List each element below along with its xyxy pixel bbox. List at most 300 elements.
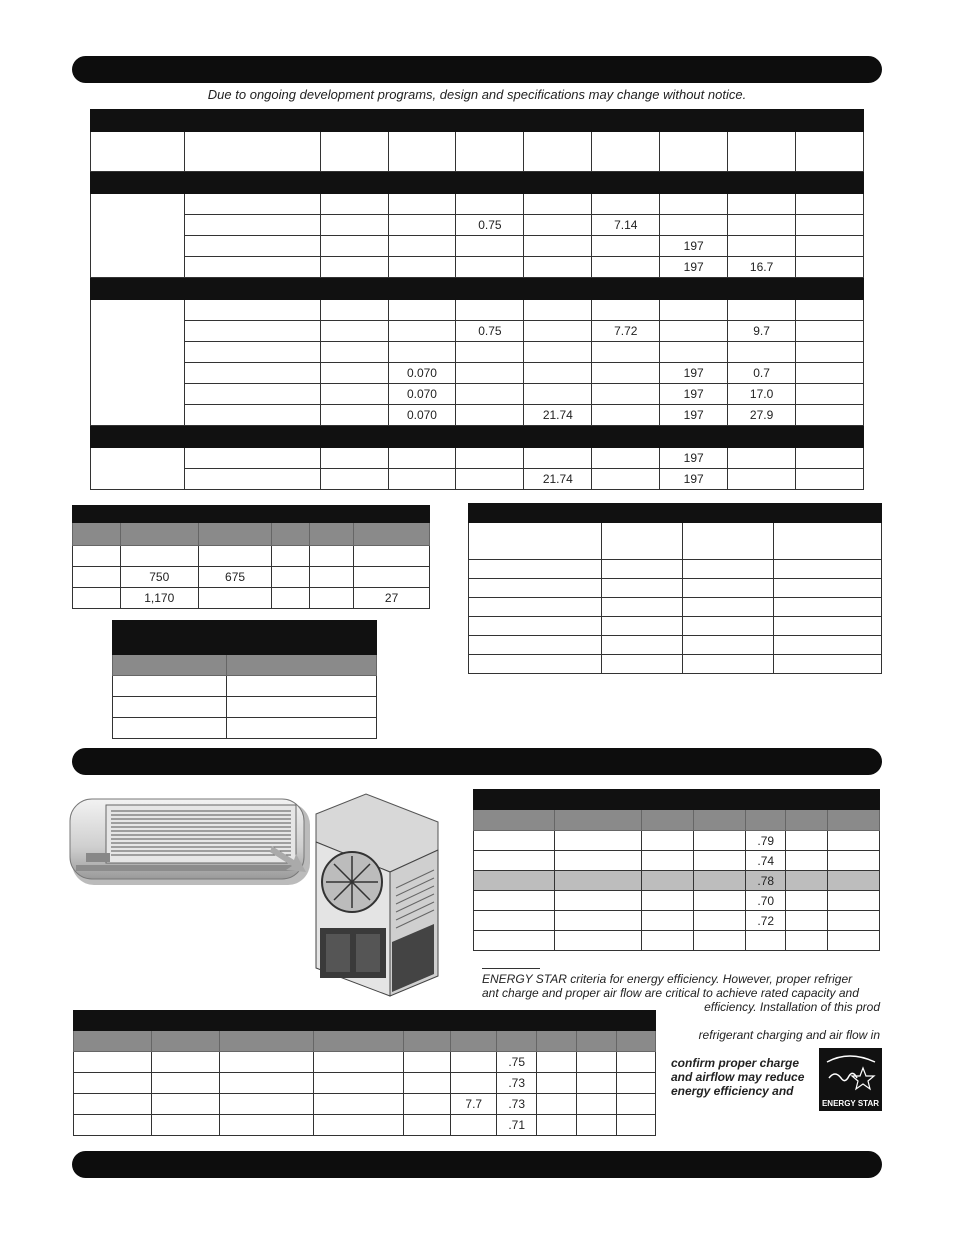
table-cell bbox=[74, 1115, 152, 1136]
table-row bbox=[469, 598, 882, 617]
table-cell bbox=[320, 405, 388, 426]
table-cell bbox=[617, 1094, 656, 1115]
table-cell bbox=[577, 1052, 617, 1073]
table-row bbox=[113, 676, 377, 697]
table-cell: 1,170 bbox=[120, 588, 198, 609]
table-cell bbox=[74, 1031, 152, 1052]
table-cell bbox=[497, 1031, 537, 1052]
table-cell bbox=[786, 931, 828, 951]
table-cell bbox=[537, 1052, 577, 1073]
table-cell bbox=[198, 523, 272, 546]
table-cell bbox=[796, 321, 864, 342]
table-cell bbox=[786, 851, 828, 871]
table-row bbox=[469, 655, 882, 674]
table-cell bbox=[184, 236, 320, 257]
table-cell bbox=[683, 636, 774, 655]
table-cell bbox=[524, 257, 592, 278]
table-cell bbox=[184, 215, 320, 236]
table-cell bbox=[728, 469, 796, 490]
table-row bbox=[91, 236, 864, 257]
table-cell bbox=[313, 1073, 404, 1094]
table-cell bbox=[354, 546, 430, 567]
table-cell bbox=[796, 257, 864, 278]
table-cell bbox=[796, 300, 864, 321]
table-row bbox=[91, 342, 864, 363]
table-cell bbox=[660, 300, 728, 321]
table-row bbox=[91, 194, 864, 215]
section-bar bbox=[91, 278, 864, 300]
table-cell bbox=[796, 194, 864, 215]
table-cell bbox=[320, 469, 388, 490]
table-cell: 17.0 bbox=[728, 384, 796, 405]
table-cell bbox=[456, 194, 524, 215]
table-cell bbox=[683, 617, 774, 636]
table-cell bbox=[474, 810, 555, 831]
table-cell bbox=[728, 194, 796, 215]
table-cell bbox=[388, 469, 456, 490]
table-cell bbox=[474, 931, 555, 951]
table-cell bbox=[310, 546, 354, 567]
table-header-bar bbox=[74, 1011, 656, 1031]
table-cell bbox=[786, 810, 828, 831]
performance-table-bottom bbox=[73, 1010, 656, 1136]
arrow-icon bbox=[270, 840, 310, 875]
table-cell: 197 bbox=[660, 363, 728, 384]
table-cell bbox=[320, 236, 388, 257]
table-row bbox=[73, 546, 430, 567]
energy-star-bold-line-1: confirm proper charge bbox=[671, 1056, 800, 1070]
table-cell bbox=[388, 257, 456, 278]
specifications-notice: Due to ongoing development programs, design and specifications may change without notice. bbox=[207, 87, 747, 102]
table-cell bbox=[554, 931, 641, 951]
two-column-table bbox=[112, 620, 377, 739]
table-cell bbox=[272, 523, 310, 546]
column-header-row bbox=[73, 523, 430, 546]
table-cell: 0.7 bbox=[728, 363, 796, 384]
table-cell bbox=[592, 194, 660, 215]
table-row bbox=[474, 851, 880, 871]
table-cell bbox=[313, 1052, 404, 1073]
table-cell bbox=[469, 598, 602, 617]
table-header-bar bbox=[469, 504, 882, 523]
table-row bbox=[74, 1115, 656, 1136]
table-cell: 0.070 bbox=[388, 384, 456, 405]
table-cell bbox=[537, 1031, 577, 1052]
table-cell bbox=[728, 300, 796, 321]
table-cell bbox=[524, 384, 592, 405]
table-cell: .74 bbox=[746, 851, 786, 871]
performance-table-right bbox=[473, 789, 880, 951]
table-cell bbox=[226, 697, 376, 718]
table-cell bbox=[796, 215, 864, 236]
table-cell bbox=[694, 871, 746, 891]
table-row bbox=[474, 931, 880, 951]
table-cell bbox=[641, 891, 694, 911]
table-cell: 7.72 bbox=[592, 321, 660, 342]
table-cell bbox=[774, 598, 882, 617]
table-cell bbox=[151, 1094, 219, 1115]
table-cell bbox=[796, 363, 864, 384]
table-cell bbox=[728, 342, 796, 363]
table-cell bbox=[601, 617, 683, 636]
table-cell bbox=[660, 215, 728, 236]
table-cell bbox=[451, 1052, 497, 1073]
table-cell bbox=[469, 617, 602, 636]
table-cell bbox=[219, 1073, 313, 1094]
dimensions-table bbox=[468, 503, 882, 674]
table-cell bbox=[469, 636, 602, 655]
section-banner-bottom bbox=[72, 1151, 882, 1178]
table-cell bbox=[641, 831, 694, 851]
airflow-table bbox=[72, 505, 430, 609]
table-cell bbox=[728, 236, 796, 257]
table-cell bbox=[592, 257, 660, 278]
table-cell bbox=[320, 132, 388, 172]
table-cell bbox=[728, 215, 796, 236]
table-cell bbox=[474, 891, 555, 911]
table-cell bbox=[184, 469, 320, 490]
column-header-row bbox=[474, 810, 880, 831]
table-row bbox=[91, 321, 864, 342]
table-cell bbox=[91, 426, 864, 448]
table-cell bbox=[537, 1073, 577, 1094]
table-cell: .70 bbox=[746, 891, 786, 911]
table-cell bbox=[474, 911, 555, 931]
table-cell bbox=[91, 132, 185, 172]
table-cell bbox=[828, 871, 880, 891]
table-cell bbox=[272, 567, 310, 588]
table-cell bbox=[73, 546, 121, 567]
table-row bbox=[74, 1052, 656, 1073]
table-cell bbox=[184, 257, 320, 278]
table-cell: 0.070 bbox=[388, 363, 456, 384]
table-header-bar bbox=[113, 621, 377, 655]
table-cell bbox=[694, 911, 746, 931]
table-cell bbox=[601, 560, 683, 579]
table-row bbox=[469, 617, 882, 636]
table-cell bbox=[74, 1094, 152, 1115]
table-cell bbox=[774, 617, 882, 636]
table-cell bbox=[272, 588, 310, 609]
table-cell bbox=[577, 1094, 617, 1115]
table-cell bbox=[641, 911, 694, 931]
table-row bbox=[469, 579, 882, 598]
table-cell bbox=[74, 1011, 656, 1031]
table-cell bbox=[592, 448, 660, 469]
table-cell bbox=[660, 132, 728, 172]
table-cell bbox=[641, 931, 694, 951]
table-cell bbox=[184, 363, 320, 384]
table-cell bbox=[577, 1115, 617, 1136]
table-row bbox=[469, 636, 882, 655]
table-cell bbox=[113, 676, 227, 697]
table-cell bbox=[474, 871, 555, 891]
table-cell bbox=[388, 300, 456, 321]
table-cell bbox=[320, 363, 388, 384]
table-cell bbox=[219, 1052, 313, 1073]
table-cell bbox=[828, 831, 880, 851]
table-row bbox=[91, 257, 864, 278]
table-cell bbox=[796, 132, 864, 172]
table-cell bbox=[73, 506, 430, 523]
group-label-cell bbox=[91, 300, 185, 426]
table-cell bbox=[113, 718, 227, 739]
table-cell bbox=[451, 1031, 497, 1052]
table-cell: .75 bbox=[497, 1052, 537, 1073]
table-row bbox=[91, 215, 864, 236]
table-cell bbox=[592, 132, 660, 172]
table-cell bbox=[219, 1115, 313, 1136]
table-cell: 0.75 bbox=[456, 215, 524, 236]
table-cell bbox=[456, 469, 524, 490]
table-row bbox=[474, 831, 880, 851]
energy-star-rule bbox=[482, 968, 540, 969]
group-label-cell bbox=[91, 194, 185, 278]
table-cell bbox=[828, 810, 880, 831]
table-cell bbox=[456, 342, 524, 363]
table-cell bbox=[617, 1031, 656, 1052]
table-cell bbox=[113, 655, 227, 676]
table-row bbox=[474, 871, 880, 891]
table-row bbox=[469, 560, 882, 579]
table-cell bbox=[592, 300, 660, 321]
table-cell bbox=[320, 300, 388, 321]
table-cell bbox=[524, 215, 592, 236]
table-cell bbox=[592, 363, 660, 384]
table-cell bbox=[151, 1115, 219, 1136]
table-cell: 675 bbox=[198, 567, 272, 588]
table-cell bbox=[184, 405, 320, 426]
table-cell bbox=[728, 132, 796, 172]
table-row bbox=[74, 1073, 656, 1094]
table-cell: 21.74 bbox=[524, 469, 592, 490]
table-cell bbox=[774, 636, 882, 655]
table-cell bbox=[524, 300, 592, 321]
table-cell bbox=[313, 1115, 404, 1136]
table-cell bbox=[313, 1094, 404, 1115]
table-cell bbox=[456, 384, 524, 405]
table-cell bbox=[828, 851, 880, 871]
table-cell bbox=[456, 257, 524, 278]
table-cell bbox=[404, 1073, 451, 1094]
table-cell bbox=[828, 931, 880, 951]
table-cell bbox=[774, 560, 882, 579]
column-header-row bbox=[113, 655, 377, 676]
table-cell bbox=[320, 257, 388, 278]
table-cell bbox=[601, 523, 683, 560]
table-row bbox=[74, 1094, 656, 1115]
energy-star-bold-line-3: energy efficiency and bbox=[671, 1084, 794, 1098]
table-row bbox=[91, 469, 864, 490]
table-cell bbox=[320, 321, 388, 342]
table-cell: 27 bbox=[354, 588, 430, 609]
table-row bbox=[91, 405, 864, 426]
table-cell bbox=[388, 321, 456, 342]
table-cell bbox=[683, 598, 774, 617]
table-cell bbox=[746, 931, 786, 951]
table-cell bbox=[660, 321, 728, 342]
table-cell bbox=[74, 1052, 152, 1073]
outdoor-unit-illustration bbox=[306, 792, 444, 1006]
table-cell bbox=[456, 132, 524, 172]
table-cell bbox=[388, 448, 456, 469]
table-cell bbox=[617, 1073, 656, 1094]
table-cell: 197 bbox=[660, 469, 728, 490]
table-cell: 16.7 bbox=[728, 257, 796, 278]
energy-star-icon bbox=[819, 1048, 882, 1098]
table-cell bbox=[184, 132, 320, 172]
energy-star-bold-line-2: and airflow may reduce bbox=[671, 1070, 805, 1084]
table-cell bbox=[469, 579, 602, 598]
table-cell bbox=[73, 523, 121, 546]
table-cell bbox=[184, 321, 320, 342]
table-cell bbox=[554, 891, 641, 911]
table-cell bbox=[694, 931, 746, 951]
table-cell: 197 bbox=[660, 448, 728, 469]
table-cell bbox=[694, 851, 746, 871]
table-cell: 27.9 bbox=[728, 405, 796, 426]
table-cell bbox=[592, 384, 660, 405]
table-cell bbox=[320, 384, 388, 405]
table-cell bbox=[456, 448, 524, 469]
table-cell: 7.14 bbox=[592, 215, 660, 236]
table-cell bbox=[774, 523, 882, 560]
table-cell: .72 bbox=[746, 911, 786, 931]
table-cell bbox=[113, 697, 227, 718]
table-cell bbox=[728, 448, 796, 469]
table-cell bbox=[796, 448, 864, 469]
table-cell bbox=[592, 236, 660, 257]
table-cell bbox=[641, 810, 694, 831]
table-cell bbox=[456, 236, 524, 257]
table-row bbox=[91, 448, 864, 469]
table-cell bbox=[786, 891, 828, 911]
table-cell bbox=[683, 655, 774, 674]
table-cell bbox=[388, 236, 456, 257]
table-cell bbox=[660, 194, 728, 215]
table-cell bbox=[469, 504, 882, 523]
table-row bbox=[91, 384, 864, 405]
table-cell bbox=[310, 567, 354, 588]
energy-star-logo bbox=[819, 1048, 882, 1111]
column-header-row bbox=[91, 132, 864, 172]
section-bar bbox=[91, 426, 864, 448]
table-cell bbox=[91, 278, 864, 300]
section-bar bbox=[91, 172, 864, 194]
table-cell bbox=[73, 588, 121, 609]
table-cell bbox=[184, 300, 320, 321]
table-cell bbox=[74, 1073, 152, 1094]
table-cell bbox=[184, 384, 320, 405]
table-cell bbox=[694, 831, 746, 851]
table-cell bbox=[219, 1031, 313, 1052]
table-cell bbox=[796, 236, 864, 257]
table-cell bbox=[184, 194, 320, 215]
table-cell bbox=[320, 194, 388, 215]
table-cell bbox=[524, 321, 592, 342]
table-cell bbox=[151, 1031, 219, 1052]
table-cell bbox=[554, 851, 641, 871]
table-cell bbox=[272, 546, 310, 567]
table-cell bbox=[388, 132, 456, 172]
table-cell bbox=[774, 579, 882, 598]
table-cell bbox=[120, 546, 198, 567]
table-cell bbox=[524, 132, 592, 172]
table-cell bbox=[474, 851, 555, 871]
table-cell bbox=[554, 871, 641, 891]
table-cell: .79 bbox=[746, 831, 786, 851]
table-cell bbox=[601, 636, 683, 655]
table-cell bbox=[524, 448, 592, 469]
energy-star-line-4: refrigerant charging and air flow in bbox=[698, 1028, 880, 1042]
table-cell bbox=[592, 405, 660, 426]
energy-star-line-1: ENERGY STAR criteria for energy efficiency. However, proper refriger bbox=[482, 972, 853, 986]
table-cell bbox=[184, 342, 320, 363]
table-cell bbox=[524, 342, 592, 363]
table-cell bbox=[746, 810, 786, 831]
table-cell bbox=[226, 676, 376, 697]
table-cell: 9.7 bbox=[728, 321, 796, 342]
table-cell: 197 bbox=[660, 405, 728, 426]
table-cell bbox=[524, 236, 592, 257]
table-cell bbox=[577, 1073, 617, 1094]
table-cell bbox=[388, 215, 456, 236]
table-cell bbox=[320, 215, 388, 236]
column-header-row bbox=[74, 1031, 656, 1052]
table-header-bar bbox=[73, 506, 430, 523]
table-cell bbox=[554, 810, 641, 831]
table-cell bbox=[320, 448, 388, 469]
table-cell bbox=[828, 911, 880, 931]
table-cell bbox=[694, 891, 746, 911]
table-cell bbox=[524, 194, 592, 215]
table-cell bbox=[617, 1052, 656, 1073]
table-row bbox=[73, 588, 430, 609]
table-cell bbox=[310, 588, 354, 609]
table-cell bbox=[198, 588, 272, 609]
table-cell: .71 bbox=[497, 1115, 537, 1136]
table-cell bbox=[313, 1031, 404, 1052]
table-cell bbox=[641, 871, 694, 891]
table-cell bbox=[601, 579, 683, 598]
table-cell bbox=[694, 810, 746, 831]
energy-star-line-3: efficiency. Installation of this prod bbox=[704, 1000, 880, 1014]
table-cell bbox=[184, 448, 320, 469]
table-cell: 197 bbox=[660, 257, 728, 278]
table-cell bbox=[113, 621, 377, 655]
table-cell bbox=[796, 469, 864, 490]
table-cell bbox=[617, 1115, 656, 1136]
table-cell bbox=[404, 1115, 451, 1136]
table-cell: 7.7 bbox=[451, 1094, 497, 1115]
column-header-row bbox=[469, 523, 882, 560]
table-row bbox=[73, 567, 430, 588]
table-cell bbox=[537, 1115, 577, 1136]
table-cell bbox=[796, 405, 864, 426]
table-cell bbox=[469, 655, 602, 674]
table-cell bbox=[388, 342, 456, 363]
table-row bbox=[113, 697, 377, 718]
table-cell bbox=[73, 567, 121, 588]
table-cell bbox=[660, 342, 728, 363]
table-cell bbox=[91, 110, 864, 132]
table-cell bbox=[451, 1115, 497, 1136]
table-cell bbox=[592, 342, 660, 363]
table-cell bbox=[786, 871, 828, 891]
table-cell bbox=[451, 1073, 497, 1094]
table-cell: 197 bbox=[660, 236, 728, 257]
table-cell bbox=[226, 718, 376, 739]
